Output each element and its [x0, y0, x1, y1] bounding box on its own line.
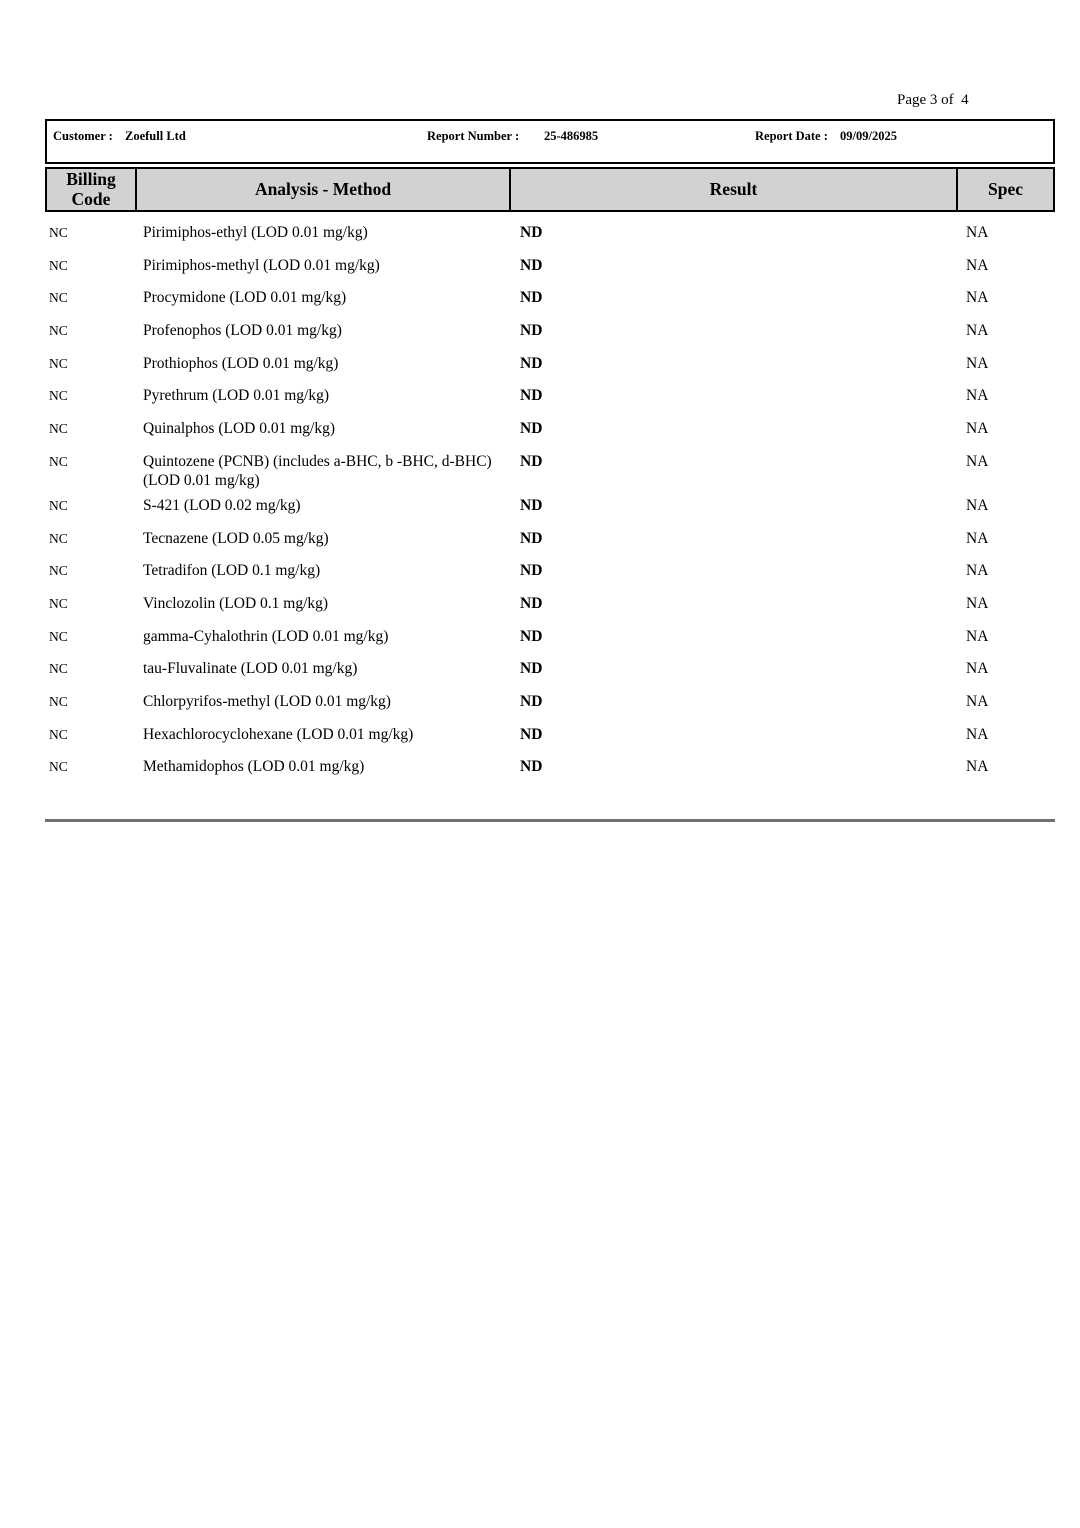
results-table-body [45, 218, 1055, 785]
result-cell: ND [520, 354, 543, 372]
spec-cell: NA [966, 420, 989, 438]
analysis-method-cell: tau-Fluvalinate (LOD 0.01 mg/kg) [143, 660, 358, 678]
table-row [45, 381, 1055, 414]
customer-value: Zoefull Ltd [125, 129, 186, 143]
analysis-method-cell: S-421 (LOD 0.02 mg/kg) [143, 496, 301, 514]
billing-code-cell: NC [49, 693, 68, 709]
spec-cell: NA [966, 627, 989, 645]
analysis-method-cell: Quintozene (PCNB) (includes a-BHC, b -BHC, d-BHC) (LOD 0.01 mg/kg) [143, 452, 492, 490]
billing-code-cell: NC [49, 290, 68, 306]
table-row [45, 251, 1055, 284]
spec-cell: NA [966, 758, 989, 776]
results-table-header [45, 167, 1055, 212]
table-row [45, 414, 1055, 447]
billing-code-cell: NC [49, 563, 68, 579]
result-cell: ND [520, 725, 543, 743]
table-row [45, 447, 1055, 491]
spec-cell: NA [966, 594, 989, 612]
billing-code-cell: NC [49, 595, 68, 611]
bottom-separator-rule [45, 819, 1055, 822]
analysis-method-cell: Pirimiphos-ethyl (LOD 0.01 mg/kg) [143, 224, 368, 241]
spec-cell: NA [966, 725, 989, 743]
spec-cell: NA [966, 256, 989, 274]
spec-cell: NA [966, 692, 989, 710]
table-row [45, 720, 1055, 753]
table-row [45, 491, 1055, 524]
analysis-method-cell: Prothiophos (LOD 0.01 mg/kg) [143, 354, 339, 372]
result-cell: ND [520, 758, 543, 776]
analysis-method-cell: Tetradifon (LOD 0.1 mg/kg) [143, 562, 321, 580]
analysis-method-cell: Vinclozolin (LOD 0.1 mg/kg) [143, 594, 329, 612]
billing-code-cell: NC [49, 453, 68, 469]
column-header-analysis-method: Analysis - Method [137, 169, 511, 210]
report-date-label: Report Date : [755, 129, 828, 143]
billing-code-cell: NC [49, 726, 68, 742]
billing-code-cell: NC [49, 759, 68, 775]
table-row [45, 524, 1055, 557]
analysis-method-cell: Procymidone (LOD 0.01 mg/kg) [143, 289, 347, 307]
table-row [45, 687, 1055, 720]
billing-code-cell: NC [49, 530, 68, 546]
analysis-method-cell: Pyrethrum (LOD 0.01 mg/kg) [143, 387, 329, 405]
analysis-method-cell: Hexachlorocyclohexane (LOD 0.01 mg/kg) [143, 725, 414, 743]
report-number-label: Report Number : [427, 129, 520, 143]
billing-code-cell: NC [49, 225, 68, 240]
result-cell: ND [520, 529, 543, 547]
result-cell: ND [520, 562, 543, 580]
billing-code-cell: NC [49, 421, 68, 437]
analysis-method-cell: Profenophos (LOD 0.01 mg/kg) [143, 322, 342, 340]
spec-cell: NA [966, 660, 989, 678]
spec-cell: NA [966, 322, 989, 340]
billing-code-cell: NC [49, 628, 68, 644]
result-cell: ND [520, 387, 543, 405]
result-cell: ND [520, 420, 543, 438]
spec-cell: NA [966, 529, 989, 547]
column-header-billing-code: Billing Code [47, 169, 137, 210]
spec-cell: NA [966, 496, 989, 514]
result-cell: ND [520, 692, 543, 710]
customer-label: Customer : [53, 129, 113, 143]
billing-code-cell: NC [49, 323, 68, 339]
table-row [45, 283, 1055, 316]
table-row [45, 654, 1055, 687]
table-row [45, 349, 1055, 382]
table-row [45, 589, 1055, 622]
report-date-value: 09/09/2025 [840, 129, 897, 143]
result-cell: ND [520, 256, 543, 274]
analysis-method-cell: Quinalphos (LOD 0.01 mg/kg) [143, 420, 336, 438]
table-row [45, 622, 1055, 655]
billing-code-cell: NC [49, 355, 68, 371]
result-cell: ND [520, 452, 543, 470]
spec-cell: NA [966, 354, 989, 372]
spec-cell: NA [966, 387, 989, 405]
billing-code-cell: NC [49, 388, 68, 404]
table-row [45, 556, 1055, 589]
result-cell: ND [520, 496, 543, 514]
report-number-value: 25-486985 [544, 129, 599, 143]
analysis-method-cell: gamma-Cyhalothrin (LOD 0.01 mg/kg) [143, 627, 389, 645]
analysis-method-cell: Tecnazene (LOD 0.05 mg/kg) [143, 529, 329, 547]
billing-code-cell: NC [49, 497, 68, 513]
spec-cell: NA [966, 224, 989, 241]
result-cell: ND [520, 289, 543, 307]
analysis-method-cell: Chlorpyrifos-methyl (LOD 0.01 mg/kg) [143, 692, 391, 710]
result-cell: ND [520, 322, 543, 340]
report-info-box [45, 119, 1055, 164]
table-row [45, 316, 1055, 349]
billing-code-cell: NC [49, 257, 68, 273]
spec-cell: NA [966, 562, 989, 580]
analysis-method-cell: Methamidophos (LOD 0.01 mg/kg) [143, 758, 365, 776]
result-cell: ND [520, 660, 543, 678]
spec-cell: NA [966, 452, 989, 470]
column-header-spec: Spec [988, 178, 1023, 199]
spec-cell: NA [966, 289, 989, 307]
table-row [45, 752, 1055, 785]
result-cell: ND [520, 224, 543, 241]
page-number: Page 3 of 4 [897, 92, 969, 108]
result-cell: ND [520, 594, 543, 612]
result-cell: ND [520, 627, 543, 645]
analysis-method-cell: Pirimiphos-methyl (LOD 0.01 mg/kg) [143, 256, 380, 274]
column-header-result: Result [511, 169, 958, 210]
billing-code-cell: NC [49, 661, 68, 677]
table-row [45, 218, 1055, 251]
